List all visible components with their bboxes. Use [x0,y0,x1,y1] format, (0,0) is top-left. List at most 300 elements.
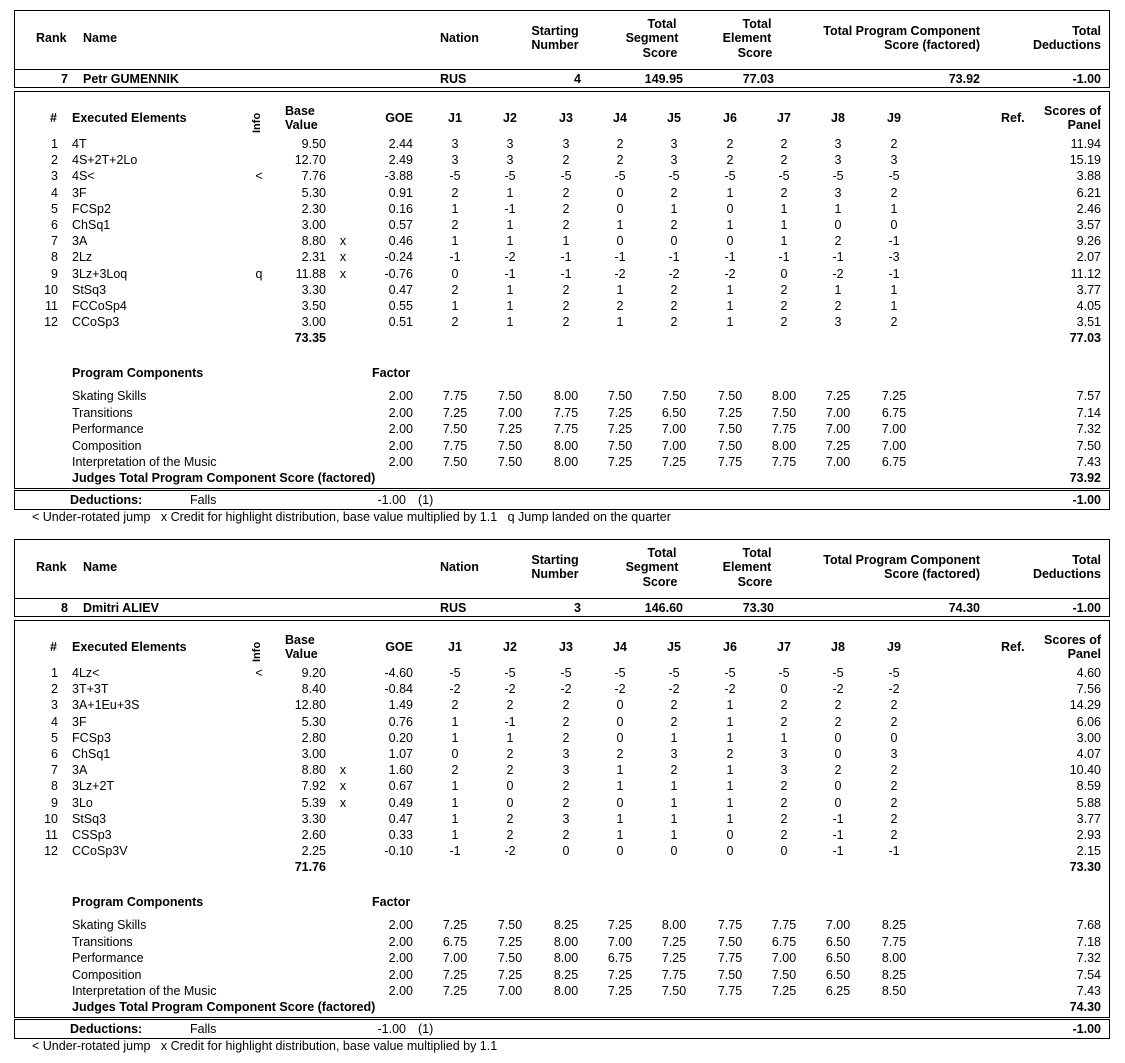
deductions-total: -1.00 [1072,1022,1101,1036]
element-goe: 0.33 [388,828,413,842]
starting-number-label: Starting [531,24,579,38]
name-label: Name [83,31,118,45]
element-highlight-mark: x [339,763,347,778]
element-name: 3Lz+2T [72,779,115,794]
element-name: 4S+2T+2Lo [72,153,138,168]
element-base-value: 8.80 [301,234,326,249]
element-number: 6 [51,747,58,761]
component-judge-score: 8.25 [881,967,907,982]
judge-header-j4: J4 [613,640,627,654]
element-judge-score: 0 [562,844,570,859]
component-judge-score: 7.25 [607,422,633,436]
component-judge-score: 8.00 [553,438,579,453]
element-judge-score: 1 [890,201,898,216]
element-judge-score: -2 [888,682,900,697]
element-judge-score: 2 [890,795,898,810]
component-judge-score: 7.25 [607,455,633,469]
element-base-value: 2.60 [301,828,326,842]
element-panel-score: 3.77 [1076,811,1101,826]
element-judge-score: 1 [670,811,678,826]
element-judge-score: -1 [832,828,844,842]
element-judge-score: 1 [451,201,459,216]
element-judge-score: -1 [504,714,516,729]
panel-score-header: Scores of [1044,104,1101,118]
element-base-value: 3.50 [301,299,326,313]
element-number: 12 [44,844,58,859]
component-judge-score: 7.50 [607,389,633,403]
base-value-header: Base [285,104,315,118]
element-panel-score: 2.46 [1076,201,1101,216]
element-judge-score: 2 [890,137,898,151]
element-judge-score: 2 [562,299,570,313]
rank-label: Rank [36,31,67,45]
element-number: 7 [51,234,58,249]
element-judge-score: 3 [890,153,898,168]
element-judge-score: 2 [890,811,898,826]
element-judge-score: -5 [668,666,680,680]
element-number: 4 [51,185,58,200]
component-judge-score: 7.25 [717,405,743,420]
tss-label: Segment [625,560,679,574]
component-judge-score: 6.75 [881,405,907,420]
element-judge-score: 1 [726,698,734,713]
element-name: StSq3 [72,282,107,297]
element-judge-score: 2 [780,137,788,151]
component-judge-score: 6.75 [881,455,907,469]
judge-header-j3: J3 [559,111,573,125]
element-judge-score: 3 [670,747,678,761]
element-number: 2 [51,682,58,697]
element-judge-score: 1 [451,730,459,745]
element-name: 4Lz< [72,666,100,680]
element-base-value: 5.39 [301,795,326,810]
skater-tss: 146.60 [644,601,683,615]
component-judge-score: 7.75 [717,984,743,998]
element-judge-score: 1 [890,299,898,313]
element-judge-score: 2 [890,828,898,842]
element-panel-score: 2.15 [1076,844,1101,859]
component-judge-score: 7.75 [771,918,797,932]
element-judge-score: 2 [780,811,788,826]
judge-header-j2: J2 [503,640,517,654]
pcs-label: Total Program Component [823,553,980,567]
element-judge-score: 2 [834,698,842,713]
element-judge-score: -5 [832,666,844,680]
element-judge-score: 3 [780,747,788,761]
element-name: FCSp3 [72,730,111,745]
panel-score-header: Panel [1067,647,1101,661]
component-judge-score: 7.50 [717,934,743,949]
judge-header-j2: J2 [503,111,517,125]
component-name: Performance [72,951,144,965]
element-base-value: 9.20 [301,666,326,680]
judge-header-j9: J9 [887,640,901,654]
element-panel-score: 3.51 [1076,315,1101,330]
element-goe: -0.10 [384,844,413,859]
element-judge-score: 1 [726,299,734,313]
element-judge-score: 2 [451,185,459,200]
element-number: 12 [44,315,58,330]
element-judge-score: 2 [726,137,734,151]
element-judge-score: 0 [780,844,788,859]
skater-tes: 73.30 [742,601,774,615]
element-goe: 0.20 [388,730,413,745]
element-judge-score: 1 [780,730,788,745]
element-judge-score: 3 [562,137,570,151]
element-judge-score: 2 [834,234,842,249]
element-name: FCCoSp4 [72,299,127,313]
element-panel-score: 5.88 [1076,795,1101,810]
element-judge-score: 0 [506,795,514,810]
component-factor: 2.00 [388,951,413,965]
component-judge-score: 7.25 [442,967,468,982]
component-judge-score: 7.75 [771,422,797,436]
element-highlight-mark: x [339,795,347,810]
skater-deductions: -1.00 [1072,72,1101,86]
skater-rank: 8 [61,601,68,615]
component-judge-score: 7.00 [661,438,687,453]
legend-note: < Under-rotated jump x Credit for highlight distribution, base value multiplied by 1.1 q Jump landed on the quarter [32,510,671,524]
element-panel-score: 9.26 [1076,234,1101,249]
component-judge-score: 7.50 [717,389,743,403]
component-judge-score: 7.75 [717,918,743,932]
element-judge-score: 1 [616,828,624,842]
element-goe: 1.07 [388,747,413,761]
skater-tes: 77.03 [742,72,774,86]
num-header: # [50,111,57,125]
component-factor: 2.00 [388,455,413,469]
component-judge-score: 8.00 [553,389,579,403]
judge-header-j1: J1 [448,640,462,654]
element-judge-score: 1 [451,828,459,842]
ref-header: Ref. [1001,111,1025,125]
judge-header-j9: J9 [887,111,901,125]
element-number: 6 [51,218,58,232]
deductions-box [14,490,1110,510]
element-judge-score: -5 [614,666,626,680]
pcs-label: Score (factored) [884,38,980,52]
component-name: Transitions [72,934,133,949]
element-number: 3 [51,169,58,184]
element-judge-score: -5 [504,666,516,680]
component-panel-score: 7.57 [1076,389,1101,403]
component-judge-score: 7.00 [497,405,523,420]
element-panel-score: 3.77 [1076,282,1101,297]
component-judge-score: 7.75 [717,951,743,965]
element-judge-score: 0 [780,682,788,697]
element-base-value: 5.30 [301,714,326,729]
element-judge-score: 0 [780,266,788,281]
element-base-value: 2.25 [301,844,326,859]
component-judge-score: 7.25 [607,918,633,932]
element-judge-score: 0 [834,747,842,761]
element-judge-score: 1 [451,714,459,729]
element-judge-score: -5 [832,169,844,184]
component-judge-score: 8.00 [661,918,687,932]
info-header: Info [251,641,263,662]
element-judge-score: 3 [562,747,570,761]
element-panel-score: 3.88 [1076,169,1101,184]
element-score-total: 77.03 [1069,331,1101,346]
element-judge-score: 1 [780,234,788,249]
component-judge-score: 7.50 [717,967,743,982]
element-judge-score: 0 [670,844,678,859]
element-judge-score: -2 [449,682,461,697]
panel-score-header: Scores of [1044,633,1101,647]
component-judge-score: 7.25 [825,389,851,403]
element-info: q [255,266,263,281]
element-panel-score: 3.00 [1076,730,1101,745]
component-judge-score: 7.00 [607,934,633,949]
falls-value: -1.00 [377,493,406,507]
component-judge-score: 7.25 [497,967,523,982]
element-base-value: 3.00 [301,747,326,761]
component-judge-score: 8.00 [553,455,579,469]
component-judge-score: 8.00 [881,951,907,965]
tes-label: Total [742,17,772,31]
element-judge-score: 1 [616,779,624,794]
element-number: 9 [51,266,58,281]
component-panel-score: 7.50 [1076,438,1101,453]
element-base-value: 5.30 [301,185,326,200]
element-number: 3 [51,698,58,713]
component-name: Interpretation of the Music [72,455,217,469]
element-judge-score: 1 [726,315,734,330]
element-judge-score: -5 [449,666,461,680]
element-judge-score: 2 [780,315,788,330]
deductions-box [14,1019,1110,1039]
element-judge-score: 2 [562,779,570,794]
tes-label: Score [737,575,773,589]
element-judge-score: 0 [726,201,734,216]
element-judge-score: 0 [726,844,734,859]
element-goe: 0.76 [388,714,413,729]
element-judge-score: 2 [616,299,624,313]
element-judge-score: 1 [726,282,734,297]
element-judge-score: 2 [562,201,570,216]
element-base-value: 8.80 [301,763,326,778]
element-base-value: 8.40 [301,682,326,697]
element-goe: 2.49 [388,153,413,168]
element-judge-score: 2 [780,185,788,200]
deductions-label: Deductions [1032,567,1101,581]
element-judge-score: 3 [506,153,514,168]
component-judge-score: 7.50 [442,422,468,436]
component-judge-score: 6.50 [825,951,851,965]
element-judge-score: 2 [834,763,842,778]
rank-label: Rank [36,560,67,574]
program-components-title: Program Components [72,895,204,909]
element-judge-score: 1 [726,714,734,729]
executed-elements-header: Executed Elements [72,111,187,125]
element-judge-score: 0 [451,747,459,761]
element-judge-score: 2 [670,714,678,729]
factor-header: Factor [372,895,411,909]
starting-number-label: Number [531,38,579,52]
component-judge-score: 6.50 [825,967,851,982]
element-judge-score: 0 [616,698,624,713]
element-judge-score: 2 [562,730,570,745]
element-judge-score: 0 [616,730,624,745]
component-judge-score: 7.75 [553,405,579,420]
element-judge-score: 1 [834,201,842,216]
element-name: CSSp3 [72,828,112,842]
component-judge-score: 7.75 [442,438,468,453]
component-judge-score: 7.50 [497,951,523,965]
element-panel-score: 4.60 [1076,666,1101,680]
component-name: Interpretation of the Music [72,984,217,998]
component-judge-score: 7.75 [881,934,907,949]
element-judge-score: 0 [616,795,624,810]
element-base-value: 12.70 [294,153,326,168]
base-value-header: Value [285,647,318,661]
element-judge-score: -2 [504,844,516,859]
element-panel-score: 7.56 [1076,682,1101,697]
component-name: Transitions [72,405,133,420]
component-judge-score: 7.25 [442,405,468,420]
judge-header-j1: J1 [448,111,462,125]
component-panel-score: 7.54 [1076,967,1101,982]
element-judge-score: 2 [562,828,570,842]
element-number: 1 [51,666,58,680]
tes-label: Score [737,46,773,60]
element-judge-score: 0 [890,218,898,232]
element-judge-score: 0 [506,779,514,794]
element-judge-score: 2 [890,185,898,200]
judge-header-j8: J8 [831,640,845,654]
element-judge-score: 1 [506,218,514,232]
element-score-total: 73.30 [1069,860,1101,875]
component-panel-score: 7.14 [1076,405,1101,420]
element-goe: -0.84 [384,682,413,697]
element-judge-score: 2 [780,282,788,297]
component-panel-score: 7.43 [1076,984,1101,998]
component-judge-score: 8.25 [553,967,579,982]
element-judge-score: -5 [560,666,572,680]
element-judge-score: -1 [888,844,900,859]
element-name: CCoSp3 [72,315,120,330]
judge-header-j8: J8 [831,111,845,125]
element-judge-score: 1 [506,282,514,297]
tes-label: Element [722,31,772,45]
element-judge-score: 2 [670,698,678,713]
element-goe: 0.16 [388,201,413,216]
element-judge-score: -1 [449,250,461,265]
element-goe: 2.44 [388,137,413,151]
element-judge-score: 2 [890,779,898,794]
element-number: 5 [51,201,58,216]
element-judge-score: -5 [778,666,790,680]
tes-label: Total [742,546,772,560]
component-factor: 2.00 [388,918,413,932]
element-name: 3A+1Eu+3S [72,698,140,713]
element-judge-score: 3 [834,153,842,168]
element-judge-score: 2 [506,747,514,761]
element-base-value: 2.80 [301,730,326,745]
skater-sheet [14,539,1110,1053]
element-name: 3F [72,714,87,729]
skater-name: Petr GUMENNIK [83,72,179,86]
component-judge-score: 8.00 [553,951,579,965]
element-judge-score: 0 [834,218,842,232]
component-judge-score: 7.50 [497,438,523,453]
component-panel-score: 7.32 [1076,951,1101,965]
panel-score-header: Panel [1067,118,1101,132]
element-judge-score: -2 [832,682,844,697]
tss-label: Total [647,17,677,31]
element-judge-score: -2 [724,682,736,697]
element-judge-score: 2 [726,747,734,761]
element-judge-score: 1 [451,779,459,794]
component-name: Composition [72,967,142,982]
goe-header: GOE [385,640,413,654]
element-name: CCoSp3V [72,844,128,859]
element-goe: 0.55 [388,299,413,313]
component-factor: 2.00 [388,967,413,982]
judges-total-label: Judges Total Program Component Score (factored) [72,470,376,485]
element-goe: 0.51 [388,315,413,330]
component-judge-score: 6.75 [607,951,633,965]
element-judge-score: 2 [451,218,459,232]
header-divider [14,598,1110,599]
component-name: Composition [72,438,142,453]
name-label: Name [83,560,118,574]
component-name: Performance [72,422,144,436]
element-judge-score: 3 [562,811,570,826]
judge-header-j5: J5 [667,111,681,125]
element-name: 3F [72,185,87,200]
element-judge-score: 2 [506,763,514,778]
element-judge-score: 1 [506,234,514,249]
element-judge-score: 2 [780,795,788,810]
element-number: 10 [44,811,58,826]
element-judge-score: 0 [616,185,624,200]
component-factor: 2.00 [388,934,413,949]
element-goe: 0.67 [388,779,413,794]
falls-label: Falls [190,1022,217,1036]
tss-label: Score [642,575,678,589]
judge-header-j5: J5 [667,640,681,654]
element-judge-score: 2 [562,218,570,232]
element-judge-score: 2 [780,698,788,713]
factor-header: Factor [372,366,411,380]
element-name: ChSq1 [72,218,111,232]
component-judge-score: 7.25 [607,967,633,982]
element-highlight-mark: x [339,234,347,249]
element-judge-score: 1 [451,795,459,810]
element-judge-score: 2 [616,747,624,761]
element-name: 2Lz [72,250,93,265]
element-judge-score: -5 [668,169,680,184]
element-judge-score: 0 [616,844,624,859]
skater-nation: RUS [440,601,467,615]
element-judge-score: 1 [451,299,459,313]
judges-total-label: Judges Total Program Component Score (factored) [72,999,376,1014]
element-panel-score: 8.59 [1076,779,1101,794]
element-number: 4 [51,714,58,729]
element-judge-score: 2 [451,282,459,297]
judge-header-j7: J7 [777,640,791,654]
component-judge-score: 7.25 [661,951,687,965]
element-judge-score: 2 [451,698,459,713]
judges-total-score: 73.92 [1069,470,1101,485]
element-goe: 0.49 [388,795,413,810]
falls-value: -1.00 [377,1022,406,1036]
element-judge-score: 3 [670,137,678,151]
base-value-total: 71.76 [294,860,326,875]
element-judge-score: 2 [670,763,678,778]
element-judge-score: 0 [616,201,624,216]
